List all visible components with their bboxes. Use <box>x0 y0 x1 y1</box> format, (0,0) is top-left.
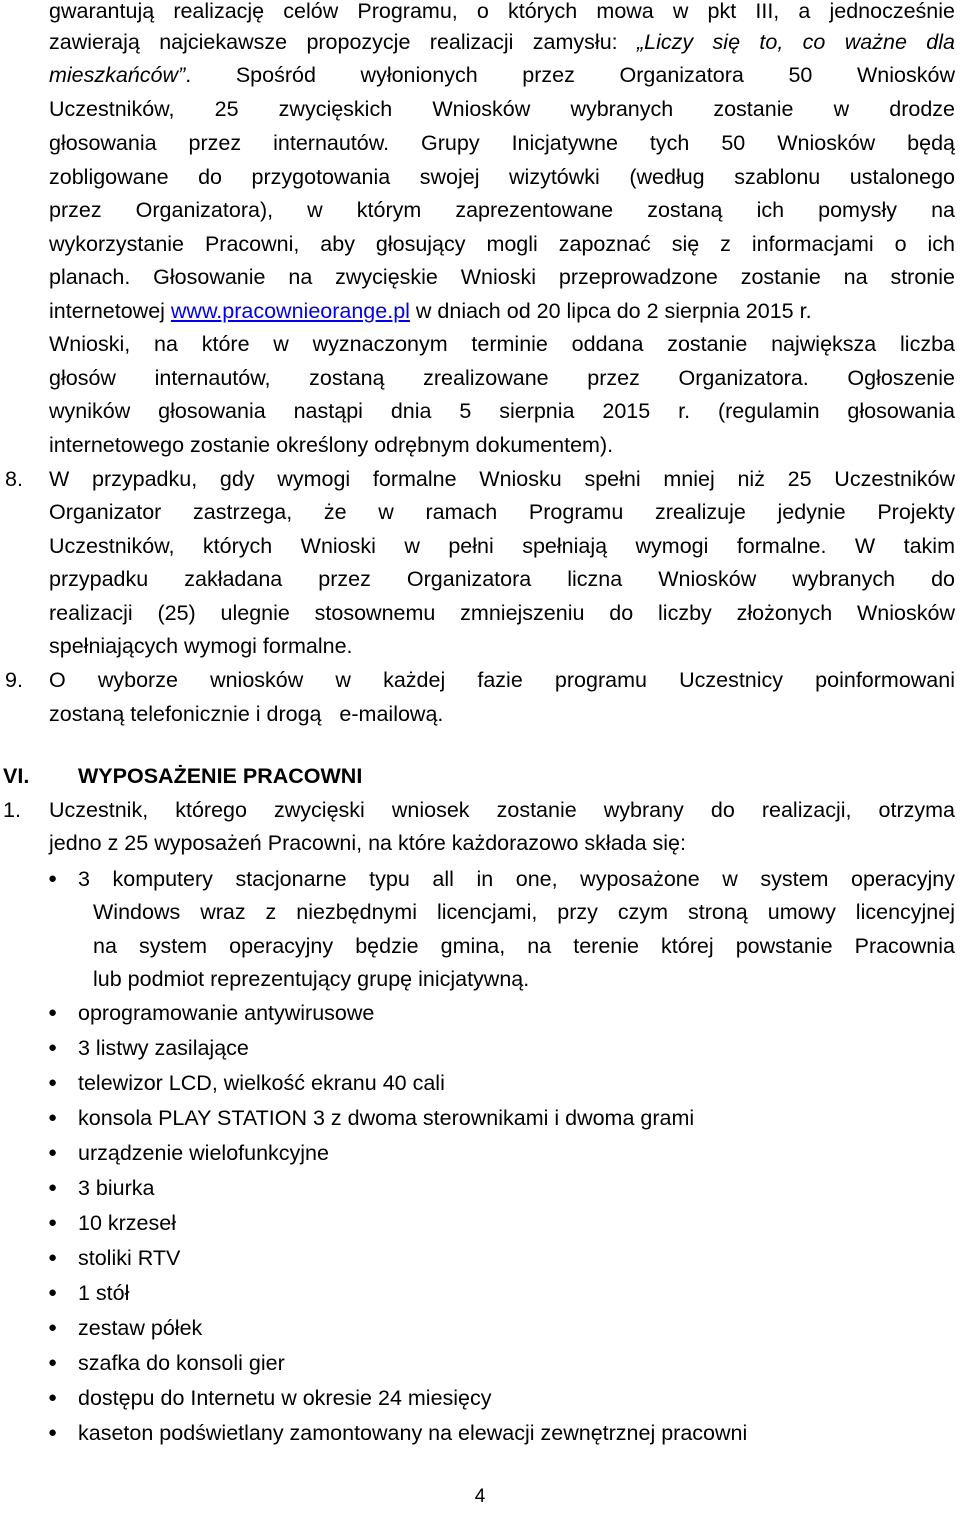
paragraph-line: Uczestnik, którego zwycięski wniosek zostanie wybrany do realizacji, otrzyma <box>49 798 955 822</box>
bullet-icon: ● <box>48 1389 58 1406</box>
list-item: stoliki RTV <box>78 1246 181 1270</box>
bullet-icon: ● <box>48 1214 58 1231</box>
paragraph-line: gwarantują realizację celów Programu, o których mowa w pkt III, a jednocześnie <box>49 0 955 23</box>
paragraph-line <box>49 58 955 92</box>
paragraph-line: jedno z 25 wyposażeń Pracowni, na które każdorazowo składa się: <box>49 831 686 855</box>
list-item: kaseton podświetlany zamontowany na elewacji zewnętrznej pracowni <box>78 1421 748 1445</box>
paragraph-line: Organizator zastrzega, że w ramach Programu zrealizuje jedynie Projekty <box>49 500 955 524</box>
list-item: 1 stół <box>78 1281 130 1305</box>
paragraph-line: zobligowane do przygotowania swojej wizytówki (według szablonu ustalonego <box>49 165 955 189</box>
bullet-icon: ● <box>48 1074 58 1091</box>
list-item: dostępu do Internetu w okresie 24 miesięcy <box>78 1386 492 1410</box>
list-item: urządzenie wielofunkcyjne <box>78 1141 329 1165</box>
paragraph-line: zostaną telefonicznie i drogą e-mailową. <box>49 702 444 726</box>
paragraph-line: wykorzystanie Pracowni, aby głosujący mogli zapoznać się z informacjami o ich <box>49 232 955 256</box>
item-number: 9. <box>5 668 23 692</box>
bullet-icon: ● <box>48 1144 58 1161</box>
quote-text: „Liczy się to, co ważne dla <box>637 30 955 54</box>
paragraph-line: Uczestników, których Wnioski w pełni spełniają wymogi formalne. W takim <box>49 534 955 558</box>
list-item-continuation: na system operacyjny będzie gmina, na terenie której powstanie Pracownia <box>93 934 955 958</box>
paragraph-text: w dniach od 20 lipca do 2 sierpnia 2015 r. <box>409 299 812 323</box>
paragraph-line: przez Organizatora), w którym zaprezentowane zostaną ich pomysły na <box>49 198 955 222</box>
paragraph-line: przypadku zakładana przez Organizatora liczna Wniosków wybranych do <box>49 567 955 591</box>
paragraph-line <box>49 294 955 328</box>
paragraph-line: spełniających wymogi formalne. <box>49 634 353 658</box>
list-item: oprogramowanie antywirusowe <box>78 1001 375 1025</box>
paragraph-line: W przypadku, gdy wymogi formalne Wniosku spełni mniej niż 25 Uczestników <box>49 467 955 491</box>
paragraph-line: realizacji (25) ulegnie stosownemu zmniejszeniu do liczby złożonych Wniosków <box>49 601 955 625</box>
paragraph-line: planach. Głosowanie na zwycięskie Wnioski przeprowadzone zostanie na stronie <box>49 265 955 289</box>
paragraph-line <box>49 25 955 59</box>
bullet-icon: ● <box>48 1319 58 1336</box>
paragraph-line: głosowania przez internautów. Grupy Inicjatywne tych 50 Wniosków będą <box>49 131 955 155</box>
paragraph-text: zawierają najciekawsze propozycje realizacji zamysłu: <box>49 30 638 54</box>
paragraph-line: głosów internautów, zostaną zrealizowane przez Organizatora. Ogłoszenie <box>49 366 955 390</box>
bullet-icon: ● <box>48 870 58 887</box>
website-link[interactable]: www.pracownieorange.pl <box>170 299 410 323</box>
paragraph-line: O wyborze wniosków w każdej fazie programu Uczestnicy poinformowani <box>49 668 955 692</box>
section-heading: WYPOSAŻENIE PRACOWNI <box>78 764 363 788</box>
bullet-icon: ● <box>48 1039 58 1056</box>
bullet-icon: ● <box>48 1004 58 1021</box>
list-item: konsola PLAY STATION 3 z dwoma sterownikami i dwoma grami <box>78 1106 695 1130</box>
paragraph-text: . Spośród wyłonionych przez Organizatora 50 Wniosków <box>185 63 955 87</box>
list-item: 3 listwy zasilające <box>78 1036 249 1060</box>
list-item: 10 krzeseł <box>78 1211 176 1235</box>
item-number: 8. <box>5 467 23 491</box>
bullet-icon: ● <box>48 1179 58 1196</box>
list-item-continuation: Windows wraz z niezbędnymi licencjami, przy czym stroną umowy licencyjnej <box>93 900 955 924</box>
paragraph-line: Wnioski, na które w wyznaczonym terminie oddana zostanie największa liczba <box>49 332 955 356</box>
bullet-icon: ● <box>48 1249 58 1266</box>
section-number: VI. <box>3 764 30 788</box>
list-item: zestaw półek <box>78 1316 203 1340</box>
paragraph-text: internetowej <box>49 299 171 323</box>
bullet-icon: ● <box>48 1354 58 1371</box>
list-item: telewizor LCD, wielkość ekranu 40 cali <box>78 1071 445 1095</box>
bullet-icon: ● <box>48 1109 58 1126</box>
quote-text: mieszkańców” <box>49 63 186 87</box>
item-number: 1. <box>3 798 21 822</box>
list-item: 3 komputery stacjonarne typu all in one, wyposażone w system operacyjny <box>78 867 955 891</box>
paragraph-line: internetowego zostanie określony odrębnym dokumentem). <box>49 433 614 457</box>
bullet-icon: ● <box>48 1424 58 1441</box>
paragraph-line: wyników głosowania nastąpi dnia 5 sierpnia 2015 r. (regulamin głosowania <box>49 399 955 423</box>
list-item: 3 biurka <box>78 1176 155 1200</box>
page-number: 4 <box>474 1486 486 1507</box>
paragraph-line: Uczestników, 25 zwycięskich Wniosków wybranych zostanie w drodze <box>49 97 955 121</box>
list-item-continuation: lub podmiot reprezentujący grupę inicjatywną. <box>93 967 530 991</box>
bullet-icon: ● <box>48 1284 58 1301</box>
list-item: szafka do konsoli gier <box>78 1351 285 1375</box>
